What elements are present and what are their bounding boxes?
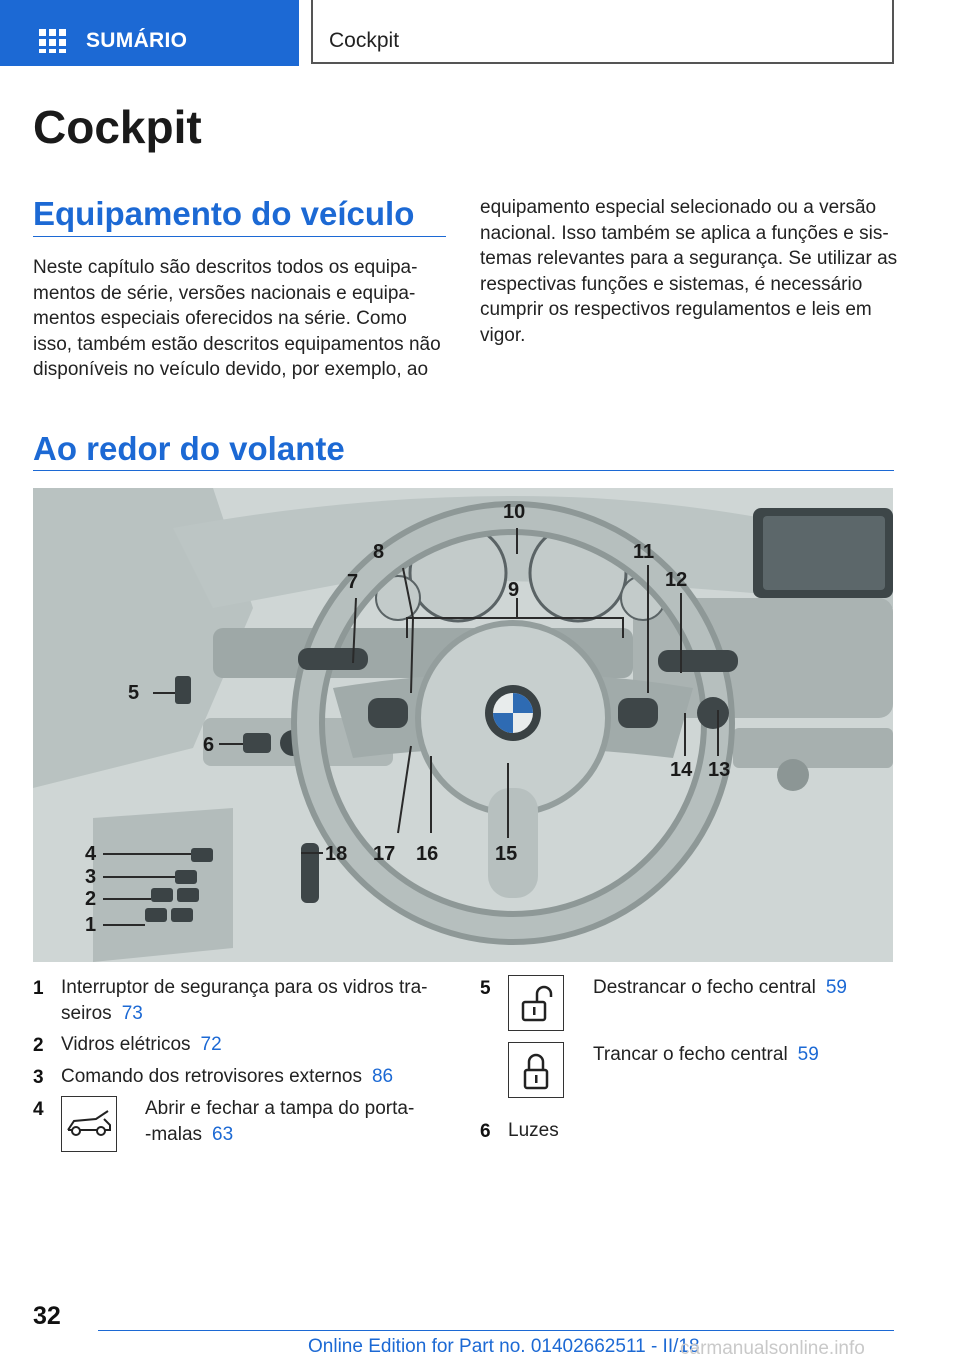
page-link[interactable]: 86 (371, 1066, 394, 1087)
unlock-icon (508, 975, 564, 1031)
callout-11: 11 (633, 541, 655, 563)
list-item: Trancar o fecho central 59 (593, 1044, 819, 1065)
list-item: Vidros elétricos 72 (61, 1034, 222, 1055)
callout-8: 8 (373, 541, 385, 563)
list-item: Comando dos retrovisores externos 86 (61, 1066, 394, 1087)
callout-1: 1 (85, 914, 97, 936)
intro-col1: Neste capítulo são descritos todos os equipa- mentos de série, versões nacionais e equipa- mentos especiais oferecidos na série. Como isso, também estão descritos equipamentos não disponíveis no veículo devido, por exemplo, ao (33, 257, 441, 380)
page-link[interactable]: 59 (825, 977, 847, 998)
callout-9: 9 (508, 579, 520, 601)
item-number: 5 (480, 978, 491, 999)
list-item: Abrir e fechar a tampa do porta- -malas 63 (145, 1098, 415, 1145)
callout-18: 18 (325, 843, 348, 865)
section-heading-steering: Ao redor do volante (33, 430, 345, 467)
cockpit-illustration (33, 488, 893, 962)
section-rule (33, 470, 894, 471)
callout-6: 6 (203, 734, 215, 756)
breadcrumb-section: Cockpit (329, 29, 400, 52)
list-item: Destrancar o fecho central 59 (593, 977, 847, 998)
footer-edition[interactable]: Online Edition for Part no. 01402662511 - II/18 (308, 1336, 700, 1357)
grid-icon (39, 29, 67, 53)
callout-17: 17 (373, 843, 396, 865)
section-rule (33, 236, 446, 237)
breadcrumb (311, 0, 894, 64)
callout-3: 3 (85, 866, 97, 888)
page-link[interactable]: 59 (797, 1044, 819, 1065)
watermark: carmanualsonline.info (680, 1338, 865, 1359)
page-title: Cockpit (33, 101, 202, 153)
callout-10: 10 (503, 501, 526, 523)
page-number: 32 (33, 1302, 61, 1330)
callout-16: 16 (416, 843, 439, 865)
toc-button[interactable] (0, 0, 299, 66)
callout-15: 15 (495, 843, 518, 865)
page-link[interactable]: 72 (200, 1034, 222, 1055)
top-bar (0, 0, 960, 66)
section-heading-equipment: Equipamento do veículo (33, 195, 415, 232)
lock-icon (508, 1042, 564, 1098)
page-link[interactable]: 63 (212, 1124, 234, 1145)
list-item: Interruptor de segurança para os vidros tra- seiros 73 (61, 977, 428, 1024)
callout-12: 12 (665, 569, 688, 591)
item-number: 6 (480, 1121, 491, 1142)
page-link[interactable]: 73 (121, 1003, 143, 1024)
callout-5: 5 (128, 682, 140, 704)
list-item: Luzes (508, 1120, 559, 1141)
intro-col2: equipamento especial selecionado ou a versão nacional. Isso também se aplica a funções e sis- temas relevantes para a segurança. Se utilizar as respectivas funções e sistemas, é necessário cumprir os respectivos regulamentos e leis em vigor. (480, 197, 898, 346)
callout-2: 2 (85, 888, 97, 910)
cockpit-drawing (33, 488, 893, 962)
callout-4: 4 (85, 843, 97, 865)
item-number: 2 (33, 1035, 44, 1056)
callout-13: 13 (708, 759, 731, 781)
callout-14: 14 (670, 759, 693, 781)
item-number: 1 (33, 978, 44, 999)
footer-rule (98, 1330, 894, 1331)
callout-7: 7 (347, 571, 359, 593)
car-tailgate-icon (61, 1096, 117, 1152)
item-number: 4 (33, 1099, 44, 1120)
item-number: 3 (33, 1067, 44, 1088)
toc-label: SUMÁRIO (86, 29, 188, 52)
